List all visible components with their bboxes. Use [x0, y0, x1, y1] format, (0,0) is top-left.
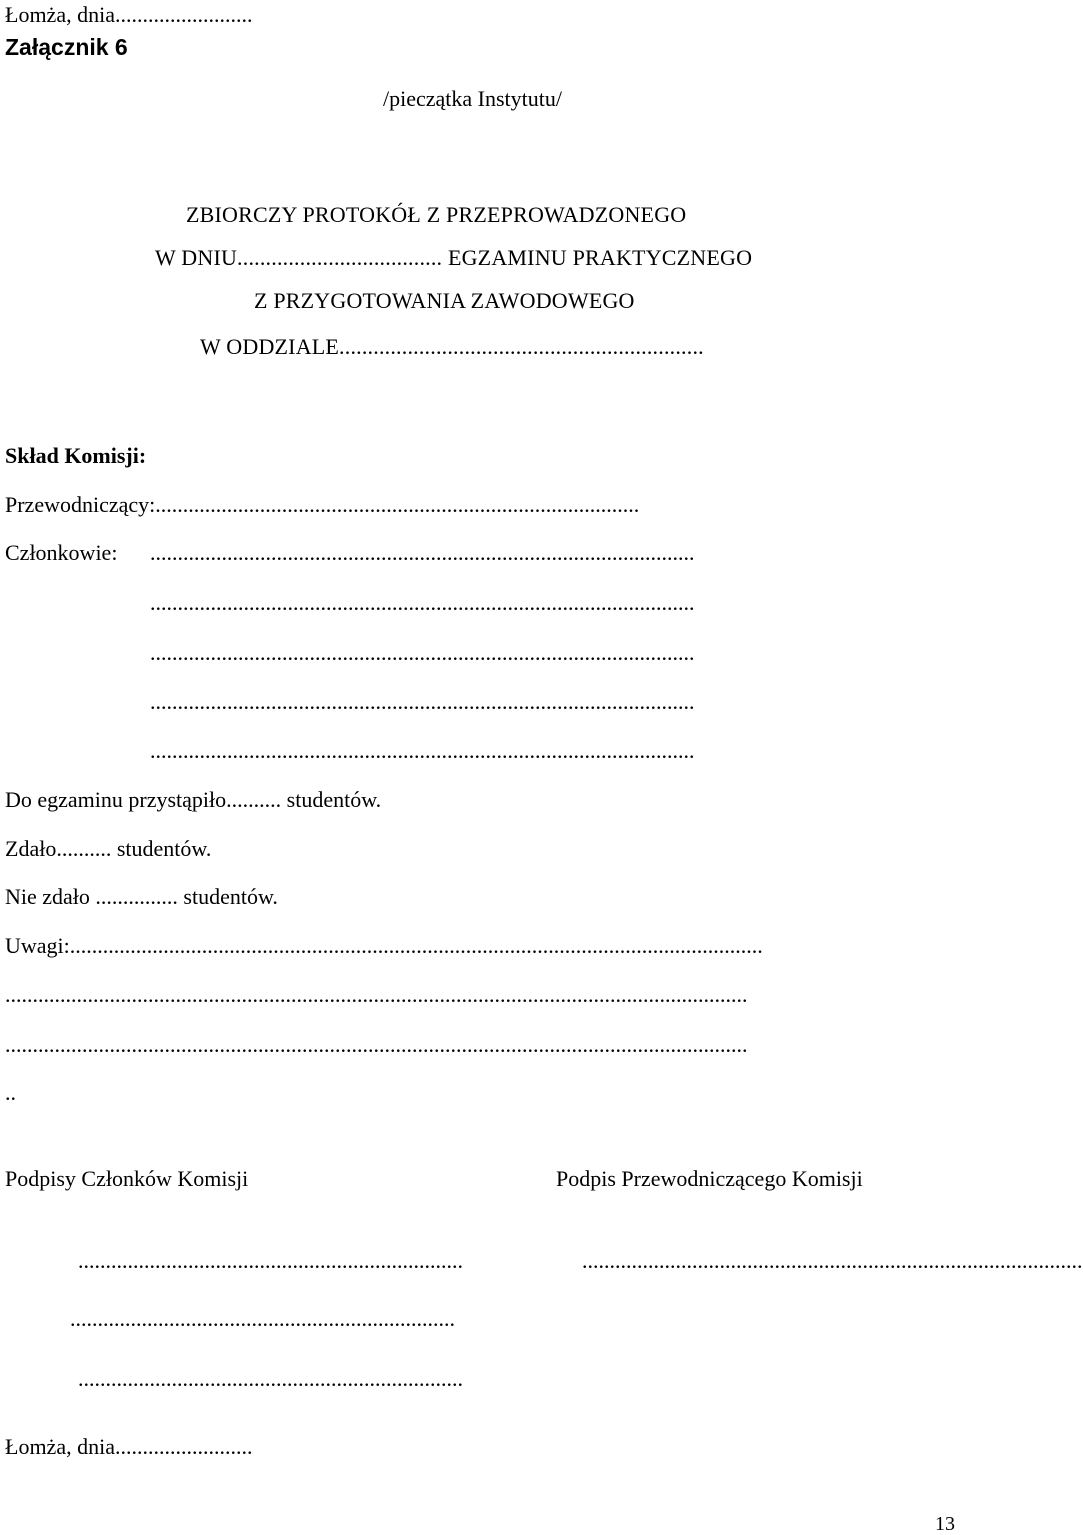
member-line: ...................................................................................................: [150, 540, 695, 565]
remarks-line: .......................................................................................................................................: [5, 982, 748, 1007]
member-signature-line: ......................................................................: [78, 1366, 463, 1391]
attachment-label: Załącznik 6: [5, 34, 128, 60]
member-signature-line: ......................................................................: [70, 1306, 455, 1331]
members-signatures-label: Podpisy Członków Komisji: [5, 1166, 249, 1191]
title-line-2: W DNIU.................................... EGZAMINU PRAKTYCZNEGO: [155, 245, 753, 270]
page-number: 13: [935, 1513, 955, 1535]
title-line-1: ZBIORCZY PROTOKÓŁ Z PRZEPROWADZONEGO: [186, 202, 687, 227]
member-line: ...................................................................................................: [150, 590, 695, 615]
member-line: ...................................................................................................: [150, 640, 695, 665]
place-date-header: Łomża, dnia.........................: [5, 2, 253, 27]
remarks-line: ..: [5, 1080, 16, 1105]
students-entered: Do egzaminu przystąpiło.......... studentów.: [5, 787, 382, 812]
members-label: Członkowie:: [5, 540, 118, 565]
title-line-3: Z PRZYGOTOWANIA ZAWODOWEGO: [254, 288, 635, 313]
chair-signature-line: ...........................................................................................: [582, 1248, 1083, 1273]
chair-field: Przewodniczący:........................................................................................: [5, 492, 640, 517]
member-line: ...................................................................................................: [150, 689, 695, 714]
member-signature-line: ......................................................................: [78, 1248, 463, 1273]
remarks-label: Uwagi:..............................................................................................................................: [5, 933, 763, 958]
member-line: ...................................................................................................: [150, 738, 695, 763]
students-failed: Nie zdało ............... studentów.: [5, 884, 278, 909]
place-date-footer: Łomża, dnia.........................: [5, 1434, 253, 1459]
institute-stamp-placeholder: /pieczątka Instytutu/: [383, 86, 562, 111]
students-passed: Zdało.......... studentów.: [5, 836, 212, 861]
title-line-4: W ODDZIALE................................................................: [200, 334, 704, 359]
chair-signature-label: Podpis Przewodniczącego Komisji: [556, 1166, 863, 1191]
committee-heading: Skład Komisji:: [5, 443, 147, 468]
remarks-line: .......................................................................................................................................: [5, 1032, 748, 1057]
